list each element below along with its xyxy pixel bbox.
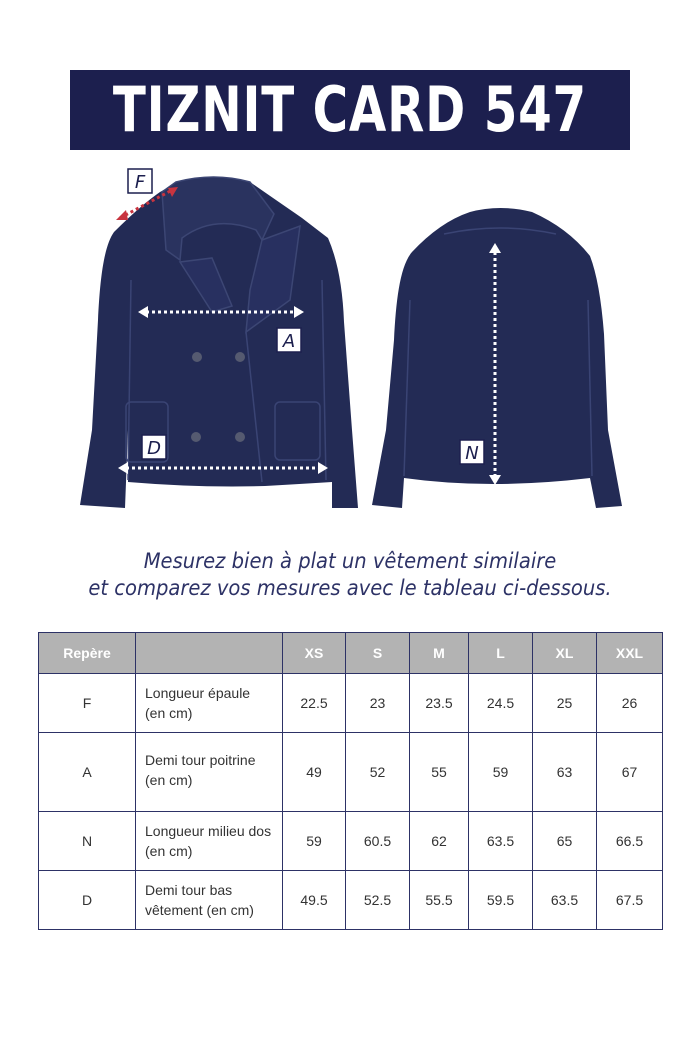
header-size: XXL [597, 633, 663, 674]
svg-text:A: A [282, 331, 296, 352]
cell-value: 62 [410, 812, 469, 871]
header-size: XS [283, 633, 346, 674]
table-header-row [39, 633, 663, 674]
label-f [128, 169, 152, 193]
svg-text:D: D [147, 438, 161, 459]
cell-value: 22.5 [283, 674, 346, 733]
cell-value: 59 [469, 733, 533, 812]
cell-value: 67.5 [597, 871, 663, 930]
cell-value: 49 [283, 733, 346, 812]
cell-value: 24.5 [469, 674, 533, 733]
measuring-instructions [0, 548, 700, 602]
cell-value: 60.5 [346, 812, 410, 871]
row-repere: D [39, 871, 136, 930]
header-size: L [469, 633, 533, 674]
cell-value: 55.5 [410, 871, 469, 930]
size-table [38, 632, 663, 930]
header-size: S [346, 633, 410, 674]
instruction-line-2: et comparez vos mesures avec le tableau ci-dessous. [88, 576, 612, 600]
cell-value: 66.5 [597, 812, 663, 871]
jacket-illustration [0, 160, 700, 530]
cell-value: 49.5 [283, 871, 346, 930]
cell-value: 23.5 [410, 674, 469, 733]
cell-value: 52.5 [346, 871, 410, 930]
table-row [39, 871, 663, 930]
svg-text:N: N [465, 443, 479, 464]
svg-text:F: F [134, 172, 146, 193]
label-d [142, 435, 166, 459]
row-repere: F [39, 674, 136, 733]
label-a [277, 328, 301, 352]
row-description: Demi tour bas vêtement (en cm) [136, 871, 283, 930]
cell-value: 52 [346, 733, 410, 812]
header-size: XL [533, 633, 597, 674]
instruction-line-1: Mesurez bien à plat un vêtement similaire [143, 549, 557, 573]
cell-value: 26 [597, 674, 663, 733]
table-row [39, 733, 663, 812]
cell-value: 63.5 [469, 812, 533, 871]
table-row [39, 812, 663, 871]
cell-value: 55 [410, 733, 469, 812]
page-title: TIZNIT CARD 547 [112, 73, 588, 146]
title-banner [70, 70, 630, 150]
cell-value: 59.5 [469, 871, 533, 930]
row-description: Longueur milieu dos (en cm) [136, 812, 283, 871]
row-repere: A [39, 733, 136, 812]
cell-value: 65 [533, 812, 597, 871]
cell-value: 63 [533, 733, 597, 812]
cell-value: 63.5 [533, 871, 597, 930]
cell-value: 59 [283, 812, 346, 871]
row-description: Demi tour poitrine (en cm) [136, 733, 283, 812]
header-size: M [410, 633, 469, 674]
row-repere: N [39, 812, 136, 871]
table-row [39, 674, 663, 733]
row-description: Longueur épaule (en cm) [136, 674, 283, 733]
cell-value: 67 [597, 733, 663, 812]
cell-value: 25 [533, 674, 597, 733]
label-n [460, 440, 484, 464]
cell-value: 23 [346, 674, 410, 733]
header-repere: Repère [39, 633, 136, 674]
header-description [136, 633, 283, 674]
jacket-front [80, 177, 358, 508]
